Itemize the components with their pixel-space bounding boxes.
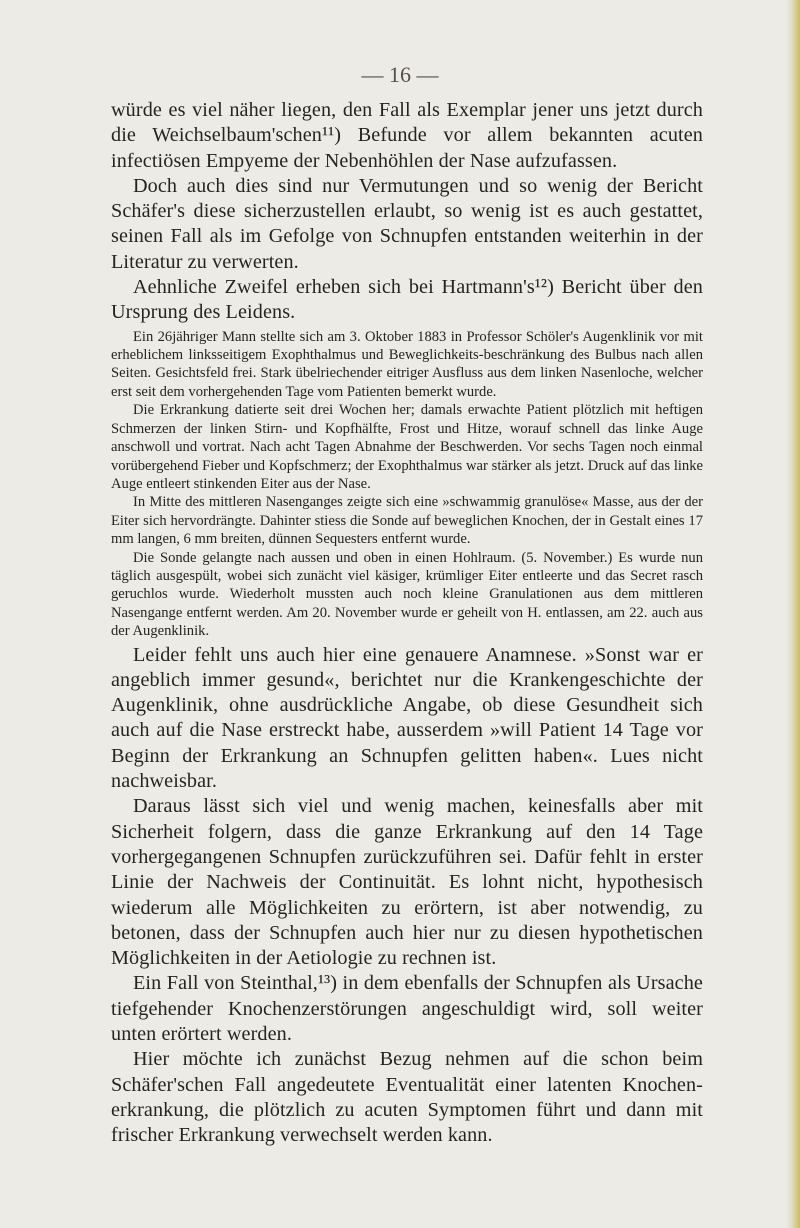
page-number: — 16 — xyxy=(361,62,439,87)
case-report-paragraph-2: Die Erkrankung datierte seit drei Wochen her; damals erwachte Patient plötzlich mit heftigen Schmerzen der linken Stirn- und Kopfhälfte, Frost und Hitze, worauf schnell das linke Auge anschwoll und vortrat. Nach acht Tagen Abnahme der Beschwerden. Vor sechs Tagen noch einmal vorübergehend Fieber und Kopfschmerz; der Exophthalmus war stärker als jetzt. Druck auf das linke Auge entleert stinkenden Eiter aus der Nase. xyxy=(111,402,703,492)
paragraph-5: Daraus lässt sich viel und wenig machen, keinesfalls aber mit Sicherheit folgern, dass die ganze Erkrankung auf den 14 Tage vorhergegangenen Schnupfen zurückzuführen sei. Dafür fehlt in erster Linie der Nachweis der Continuität. Es lohnt nicht, hypothesisch wiederum alle Möglichkeiten zu erörtern, ist aber notwendig, zu betonen, dass der Schnupfen auch hier nur zu diesen hypothetischen Möglichkeiten in der Aetiologie zu rechnen ist. xyxy=(111,795,703,970)
case-report-paragraph-4: Die Sonde gelangte nach aussen und oben in einen Hohlraum. (5. November.) Es wurde nun täglich ausgespült, wobei sich zunächt viel käsiger, krümliger Eiter entleerte und das Secret rasch geruchlos wurde. Wiederholt mussten auch noch kleine Granulationen aus dem mittleren Nasengange entfernt werden. Am 20. November wurde er geheilt von H. entlassen, am 22. auch aus der Augenklinik. xyxy=(111,549,703,640)
text-block xyxy=(111,98,703,1149)
paragraph-4: Leider fehlt uns auch hier eine genauere Anamnese. »Sonst war er angeblich immer gesund«, berichtet nur die Krankengeschichte der Augenklinik, ohne ausdrückliche Angabe, ob diese Gesundheit sich auch auf die Nase erstreckt habe, ausserdem »will Patient 14 Tage vor Beginn der Erkrankung an Schnupfen gelitten haben«. Lues nicht nachweisbar. xyxy=(111,643,703,793)
paragraph-1: würde es viel näher liegen, den Fall als Exemplar jener uns jetzt durch die Weichselbaum'schen¹¹) Befunde vor allem bekannten acuten infectiösen Empyeme der Nebenhöhlen der Nase aufzufassen. xyxy=(111,99,703,172)
case-report-paragraph-3: In Mitte des mittleren Nasenganges zeigte sich eine »schwammig granulöse« Masse, aus der der Eiter sich hervordrängte. Dahinter stiess die Sonde auf beweglichen Knochen, der in Gestalt eines 17 mm langen, 6 mm breiten, dünnen Sequesters entfernt wurde. xyxy=(111,494,703,548)
paragraph-3: Aehnliche Zweifel erheben sich bei Hartmann's¹²) Bericht über den Ursprung des Leidens. xyxy=(111,276,703,324)
page-edge-shadow xyxy=(786,0,800,1228)
paragraph-7: Hier möchte ich zunächst Bezug nehmen auf die schon beim Schäfer'schen Fall angedeutete Eventualität einer latenten Knochen-erkrankung, die plötzlich zu acuten Symptomen führt und dann mit frischer Erkrankung verwechselt werden kann. xyxy=(111,1048,703,1147)
paragraph-6: Ein Fall von Steinthal,¹³) in dem ebenfalls der Schnupfen als Ursache tiefgehender Knochenzerstörungen angeschuldigt wird, soll weiter unten erörtert werden. xyxy=(111,972,703,1046)
case-report-paragraph-1: Ein 26jähriger Mann stellte sich am 3. Oktober 1883 in Professor Schöler's Augenklinik vor mit erheblichem linksseitigem Exophthalmus und Beweglichkeits-beschränkung des Bulbus nach allen Seiten. Gesichtsfeld frei. Stark übelriechender eitriger Ausfluss aus dem linken Nasenloche, welcher erst seit dem vorhergehenden Tage vom Patienten bemerkt wurde. xyxy=(111,328,703,400)
paragraph-2: Doch auch dies sind nur Vermutungen und so wenig der Bericht Schäfer's diese sicherzustellen erlaubt, so wenig ist es auch gestattet, seinen Fall als im Gefolge von Schnupfen entstanden weiterhin in der Literatur zu verwerten. xyxy=(111,174,703,273)
